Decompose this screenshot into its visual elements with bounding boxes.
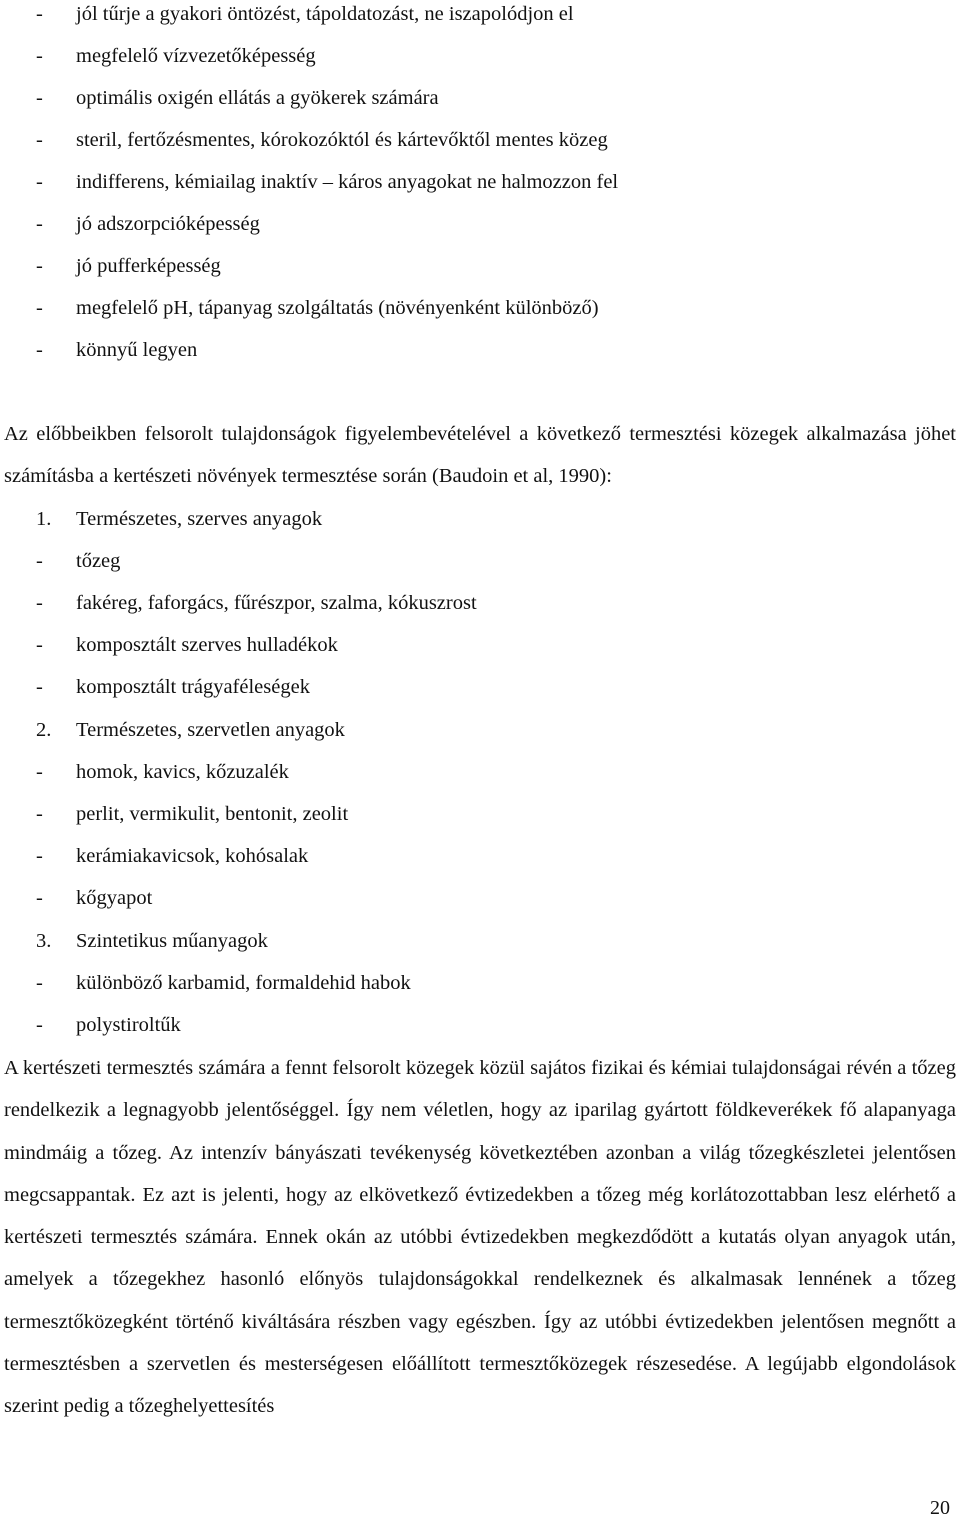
list-dash: - [36, 761, 43, 783]
list-dash: - [36, 972, 43, 994]
list-dash: - [36, 3, 43, 25]
list-dash: - [36, 297, 43, 319]
list-dash: - [36, 550, 43, 572]
list-dash: - [36, 213, 43, 235]
list-dash: - [36, 676, 43, 698]
list-dash: - [36, 129, 43, 151]
page-number: 20 [930, 1497, 950, 1519]
list-dash: - [36, 803, 43, 825]
list-dash: - [36, 45, 43, 67]
list-dash: - [36, 845, 43, 867]
paragraph-intro: Az előbbeikben felsorolt tulajdonságok figyelembevételével a következő termesztési közegek alkalmazása jöhet számításba a kertészeti növények termesztése során (Baudoin et al, 1990): [4, 423, 956, 488]
paragraph-main: A kertészeti termesztés számára a fennt felsorolt közegek közül sajátos fizikai és kémiai tulajdonságai révén a tőzeg rendelkezik a legnagyobb jelentőséggel. Így nem véletlen, hogy az iparilag gyártott földkeverékek fő alapanyaga mindmáig a tőzeg. Az intenzív bányászati tevékenység következtében azonban a világ tőzegkészletei jelentősen megcsappantak. Ez azt is jelenti, hogy az elkövetkező évtizedekben a tőzeg még korlátozottabban lesz elérhető a kertészeti termesztés számára. Ennek okán az utóbbi évtizedekben megkezdődött a kutatás olyan anyagok után, amelyek a tőzegekhez hasonló előnyös tulajdonságokkal rendelkeznek és alkalmasak lennének a tőzeg termesztőközegként történő kiváltására részben vagy egészben. Így az utóbbi évtizedekben jelentősen megnőtt a termesztésben a szervetlen és mesterségesen előállított termesztőközegek részesedése. A legújabb elgondolások szerint pedig a tőzeghelyettesítés [4, 1057, 956, 1418]
list-dash: - [36, 171, 43, 193]
list-dash: - [36, 592, 43, 614]
list-dash: - [36, 887, 43, 909]
list-dash: - [36, 255, 43, 277]
list-dash: - [36, 339, 43, 361]
list-dash: - [36, 634, 43, 656]
list-dash: - [36, 87, 43, 109]
list-dash: - [36, 1014, 43, 1036]
